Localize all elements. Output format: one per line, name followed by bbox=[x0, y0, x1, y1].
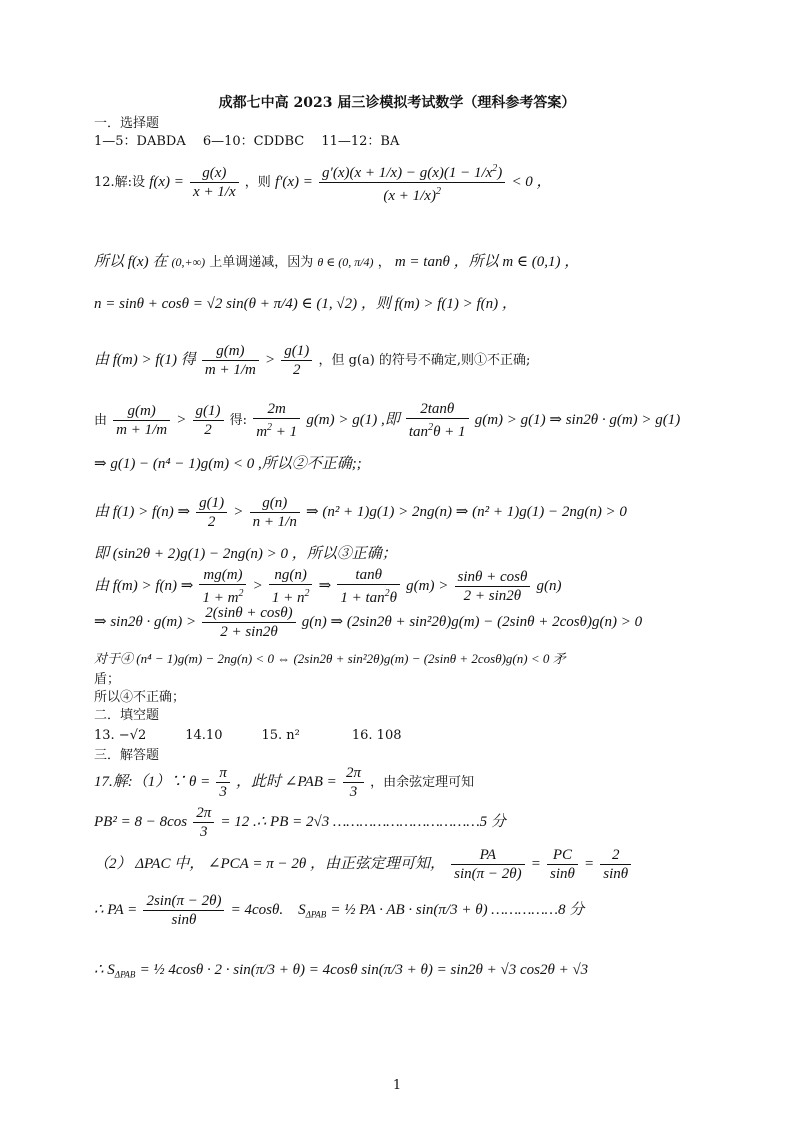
q17-line-4: ∴ PA = $\frac{2\sin(\pi - 2\theta)}{\sin\theta}$ = 4cosθ. $S_{\Delta PAB}$ = ½ PA · AB · sin(π/3 + θ) ……………8 分 bbox=[94, 893, 585, 928]
q12-ineq: < 0 ， bbox=[511, 174, 552, 190]
fill-answers: 13. −√2 14.10 15. n² 16. 108 bbox=[94, 728, 402, 743]
q12-intro: 12.解:设 bbox=[94, 175, 146, 190]
q12-line-9: 由 f(m) > f(n) ⇒ $\frac{mg(m)}{1 + m^2}$ > $\frac{ng(n)}{1 + n^2}$ ⇒ $\frac{\tan\theta}{1 + \tan^2\theta}$ g(m) > $\frac{\sin\theta + \cos\theta}{2 + \sin 2\theta}$ g(n) bbox=[94, 567, 562, 606]
q12-line-2: 所以 f(x) 在 (0,+∞) 上单调递减，因为 θ ∈ (0, π/4) ， m = tanθ ，所以 m ∈ (0,1) ， bbox=[94, 254, 580, 270]
fraction-derivative: $\frac{g'(x)(x + 1/x) - g(x)(1 - 1/x^2)}{(x + 1/x)^2}$ bbox=[319, 160, 505, 205]
q17-line-1: 17.解:（1）∵ θ = $\frac{\pi}{3}$ ，此时 ∠PAB = $\frac{2\pi}{3}$ ，由余弦定理可知 bbox=[94, 765, 475, 800]
q12-line-8: 即 (sin2θ + 2)g(1) − 2ng(n) > 0 ，所以③正确； bbox=[94, 546, 397, 562]
fraction-gx: $\frac{g(x)}{x + 1/x}$ bbox=[190, 164, 239, 201]
section-choice-heading: 一．选择题 bbox=[94, 116, 160, 131]
q12-line-1: 12.解:设 f(x) = $\frac{g(x)}{x + 1/x}$ ，则 f′(x) = $\frac{g'(x)(x + 1/x) - g(x)(1 - 1/x^2)}{(x + 1/x)^2}$ < 0 ， bbox=[94, 160, 552, 205]
q12-line-3: n = sinθ + cosθ = √2 sin(θ + π/4) ∈ (1, √2) ，则 f(m) > f(1) > f(n) ， bbox=[94, 296, 517, 312]
section-fill-heading: 二．填空题 bbox=[94, 708, 160, 723]
section-solve-heading: 三．解答题 bbox=[94, 748, 160, 763]
q17-line-5: ∴ $S_{\Delta PAB}$ = ½ 4cosθ · 2 · sin(π/3 + θ) = 4cosθ sin(π/3 + θ) = sin2θ + √3 cos2θ + √3 bbox=[94, 962, 589, 980]
page-title: 成都七中高 2023 届三诊模拟考试数学（理科参考答案） bbox=[218, 95, 576, 111]
q17-line-3: （2） ΔPAC 中， ∠PCA = π − 2θ ，由正弦定理可知， $\frac{PA}{\sin(\pi - 2\theta)}$ = $\frac{PC}{\sin\theta}$ = $\frac{2}{\sin\theta}$ bbox=[94, 846, 633, 883]
q12-line-7: 由 f(1) > f(n) ⇒ $\frac{g(1)}{2}$ > $\frac{g(n)}{n + 1/n}$ ⇒ (n² + 1)g(1) > 2ng(n) ⇒ (n² + 1)g(1) − 2ng(n) > 0 bbox=[94, 495, 627, 530]
q12-then: ，则 bbox=[244, 175, 271, 190]
page-number: 1 bbox=[392, 1078, 402, 1093]
q12-line-11: 对于④ (n⁴ − 1)g(m) − 2ng(n) < 0 ⇔ (2sin2θ + sin²2θ)g(m) − (2sinθ + 2cosθ)g(n) < 0 矛 bbox=[94, 651, 566, 666]
choice-answers: 1—5：DABDA 6—10：CDDBC 11—12：BA bbox=[94, 134, 400, 149]
q17-line-2: PB² = 8 − 8cos $\frac{2\pi}{3}$ = 12 .∴ PB = 2√3 ……………………………5 分 bbox=[94, 805, 506, 840]
q12-line-4: 由 f(m) > f(1) 得 $\frac{g(m)}{m + 1/m}$ > $\frac{g(1)}{2}$ ，但 g(a) 的符号不确定,则①不正确; bbox=[94, 343, 531, 378]
q12-line-5: 由 $\frac{g(m)}{m + 1/m}$ > $\frac{g(1)}{2}$ 得: $\frac{2m}{m^2 + 1}$ g(m) > g(1) ,即 $\frac{2\tan\theta}{\tan^2\theta + 1}$ g(m) > g(1) ⇒ sin2θ · g(m) > g(1) bbox=[94, 401, 681, 440]
q12-line-10: ⇒ sin2θ · g(m) > $\frac{2(\sin\theta + \cos\theta)}{2 + \sin 2\theta}$ g(n) ⇒ (2sin2θ + sin²2θ)g(m) − (2sinθ + 2cosθ)g(n) > 0 bbox=[94, 605, 643, 640]
q12-line-13: 所以④不正确； bbox=[94, 690, 186, 705]
q12-line-6: ⇒ g(1) − (n⁴ − 1)g(m) < 0 ,所以②不正确;; bbox=[94, 456, 362, 472]
q12-line-12: 盾； bbox=[94, 672, 121, 687]
